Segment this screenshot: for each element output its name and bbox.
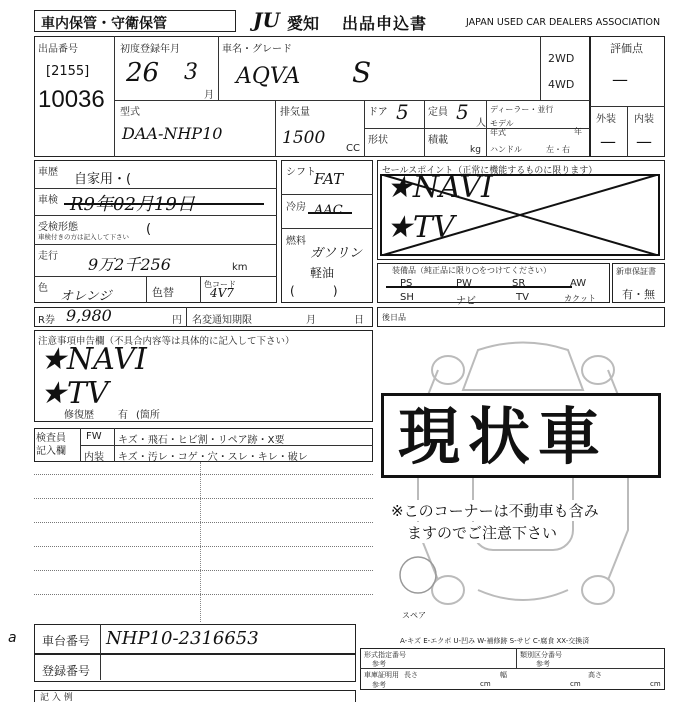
spare-label: スペア	[402, 611, 426, 620]
car-name: AQVA	[236, 64, 301, 89]
inspection-label: 受検形態	[38, 222, 78, 233]
color-change-label: 色替	[152, 286, 174, 299]
notes-label: 注意事項申告欄（不具合内容等は具体的に記入して下さい）	[38, 336, 295, 347]
shape-label: 形状	[368, 135, 388, 146]
capacity-label: 定員	[428, 107, 448, 118]
displacement-value: 1500	[282, 128, 326, 148]
org-name: 愛知	[287, 14, 320, 33]
capacity-unit: 人	[476, 118, 486, 129]
inspection-note: 車検付きの方は記入して下さい	[38, 233, 129, 241]
dims-label: 車庫証明用	[364, 671, 399, 679]
inspector-fw-items: キズ・飛石・ヒビ割・リペア跡・X要	[118, 435, 285, 446]
registration-month: 3	[184, 60, 198, 85]
repair-place: (箇所	[136, 410, 160, 421]
height-label: 高さ	[588, 671, 602, 679]
displacement-label: 排気量	[280, 107, 310, 118]
as-is-stamp	[381, 393, 661, 478]
reg-label: 登録番号	[42, 664, 91, 678]
tax-notice-month: 月	[306, 315, 316, 326]
chassis-value: NHP10-2316653	[106, 628, 259, 649]
inspection-value: (	[146, 222, 152, 237]
type-no-label: 形式指定番号	[364, 651, 406, 659]
interior-value: —	[636, 132, 652, 151]
dims-ref: 参考	[372, 681, 386, 689]
history-label: 車歴	[38, 167, 58, 178]
mileage-label: 走行	[38, 251, 58, 262]
equipment-tv: TV	[516, 292, 529, 303]
association-name: JAPAN USED CAR DEALERS ASSOCIATION	[466, 17, 661, 28]
inspector-fw: FW	[86, 431, 102, 442]
as-is-title: 現状車	[398, 400, 609, 473]
repair-label: 修復歴	[64, 410, 94, 421]
warranty-label: 新車保証書	[616, 267, 656, 276]
storage-box	[34, 10, 236, 32]
equipment-sh: SH	[400, 292, 414, 303]
note-2: ★TV	[40, 376, 109, 411]
car-grade: S	[352, 56, 372, 89]
doors-value: 5	[396, 100, 409, 124]
shift-label: シフト	[286, 167, 316, 178]
chassis-prev-label: 車検	[38, 195, 58, 206]
equipment-label: 装備品（純正品に限り○をつけてください）	[392, 266, 551, 275]
height-unit: cm	[650, 680, 661, 688]
tax-notice-label: 名変通知期限	[192, 315, 252, 326]
color-value: オレンジ	[60, 289, 112, 304]
fuel-label: 燃料	[286, 236, 306, 247]
sales-point-2: ★TV	[386, 210, 455, 245]
mileage-unit: km	[232, 262, 248, 273]
history-value: 自家用・(	[74, 172, 132, 187]
chassis-prev-strike	[64, 203, 264, 205]
damage-legend: A-キズ E-エクボ U-凹み W-補修跡 S-サビ C-腐食 XX-交換済	[400, 637, 590, 645]
displacement-unit: CC	[346, 143, 360, 154]
mileage-value: 9万2千256	[88, 255, 171, 274]
chassis-label: 車台番号	[42, 634, 91, 648]
margin-mark: a	[8, 630, 17, 646]
model-label: 型式	[120, 107, 140, 118]
inspector-interior: 内装	[84, 452, 104, 463]
grade-value: —	[612, 70, 628, 89]
rear-items-label: 後日品	[382, 313, 406, 322]
registration-year: 26	[126, 58, 160, 88]
color-label: 色	[38, 283, 48, 294]
equipment-aw: AW	[570, 278, 587, 289]
aircon-label: 冷房	[286, 202, 306, 213]
storage-label: 車内保管・守衛保管	[41, 16, 167, 32]
fuel-value: ガソリン	[310, 246, 363, 261]
as-is-note-1: ※このコーナーは不動車も含み	[391, 502, 599, 520]
inspector-interior-items: キズ・汚レ・コゲ・穴・スレ・キレ・破レ	[118, 452, 308, 463]
category-no-label: 類別区分番号	[520, 651, 562, 659]
equipment-ps: PS	[400, 278, 413, 289]
color-code-value: 4V7	[210, 286, 234, 300]
tax-notice-day: 日	[354, 315, 364, 326]
aircon-strike	[308, 212, 352, 214]
model-value: DAA-NHP10	[122, 124, 223, 143]
capacity-value: 5	[456, 100, 469, 124]
bottom-row	[34, 690, 356, 702]
category-no-ref: 参考	[536, 660, 550, 668]
form-title: 出品申込書	[342, 14, 428, 33]
exterior-value: —	[600, 132, 616, 151]
sales-points-label: セールスポイント（正常に機能するものに限ります）	[382, 166, 598, 176]
equipment-navi: ナビ	[456, 296, 476, 307]
dealer-label: ディーラー・並行	[490, 105, 554, 114]
fuel-paren: ( )	[290, 284, 338, 298]
recycle-value: 9,980	[66, 306, 112, 325]
exterior-label: 外装	[596, 114, 616, 125]
handle-options: 左・右	[546, 145, 570, 154]
model-year-label: モデル 年式	[490, 119, 514, 137]
drive-4wd: 4WD	[548, 78, 575, 91]
width-unit: cm	[570, 680, 581, 688]
equipment-sr: SR	[512, 278, 526, 289]
repair-value: 有	[118, 410, 128, 421]
warranty-options: 有・無	[622, 288, 655, 301]
rear-items-box	[377, 307, 665, 327]
interior-label: 内装	[634, 114, 654, 125]
load-label: 積載	[428, 135, 448, 146]
equipment-kakutto: カクット	[564, 294, 596, 303]
sales-point-1: ★NAVI	[386, 170, 493, 205]
recycle-label: R券	[38, 315, 55, 326]
lot-label: 出品番号	[38, 44, 78, 55]
equipment-pw: PW	[456, 278, 472, 289]
grade-label: 評価点	[610, 42, 643, 55]
registration-month-unit: 月	[204, 90, 214, 101]
type-no-ref: 参考	[372, 660, 386, 668]
length-label: 長さ	[404, 671, 418, 679]
aircon-value: AAC	[314, 203, 343, 218]
lot-number: 10036	[38, 86, 105, 113]
drive-2wd: 2WD	[548, 52, 575, 65]
doors-label: ドア	[368, 107, 388, 118]
ju-logo: JU	[253, 8, 280, 32]
recycle-unit: 円	[172, 315, 182, 326]
width-label: 幅	[500, 671, 507, 679]
as-is-note-2: ますのでご注意下さい	[407, 524, 558, 542]
chassis-prev-value: R9年02月19日	[70, 194, 195, 215]
lot-sub-number: [2155]	[46, 64, 90, 79]
equipment-strike	[386, 286, 572, 288]
handle-label: ハンドル	[490, 145, 522, 154]
note-1: ★NAVI	[40, 342, 147, 377]
load-unit: kg	[470, 145, 481, 155]
registration-label: 初度登録年月	[120, 44, 180, 55]
bottom-row-label: 記 入 例	[40, 693, 73, 703]
shift-value: FAT	[314, 170, 344, 188]
year-unit: 年	[574, 127, 582, 136]
fuel-diesel: 軽油	[310, 266, 335, 280]
inspector-label: 検査員 記入欄	[36, 433, 66, 457]
length-unit: cm	[480, 680, 491, 688]
car-name-label: 車名・グレード	[222, 44, 292, 55]
color-code-label: 色コード	[204, 280, 236, 289]
